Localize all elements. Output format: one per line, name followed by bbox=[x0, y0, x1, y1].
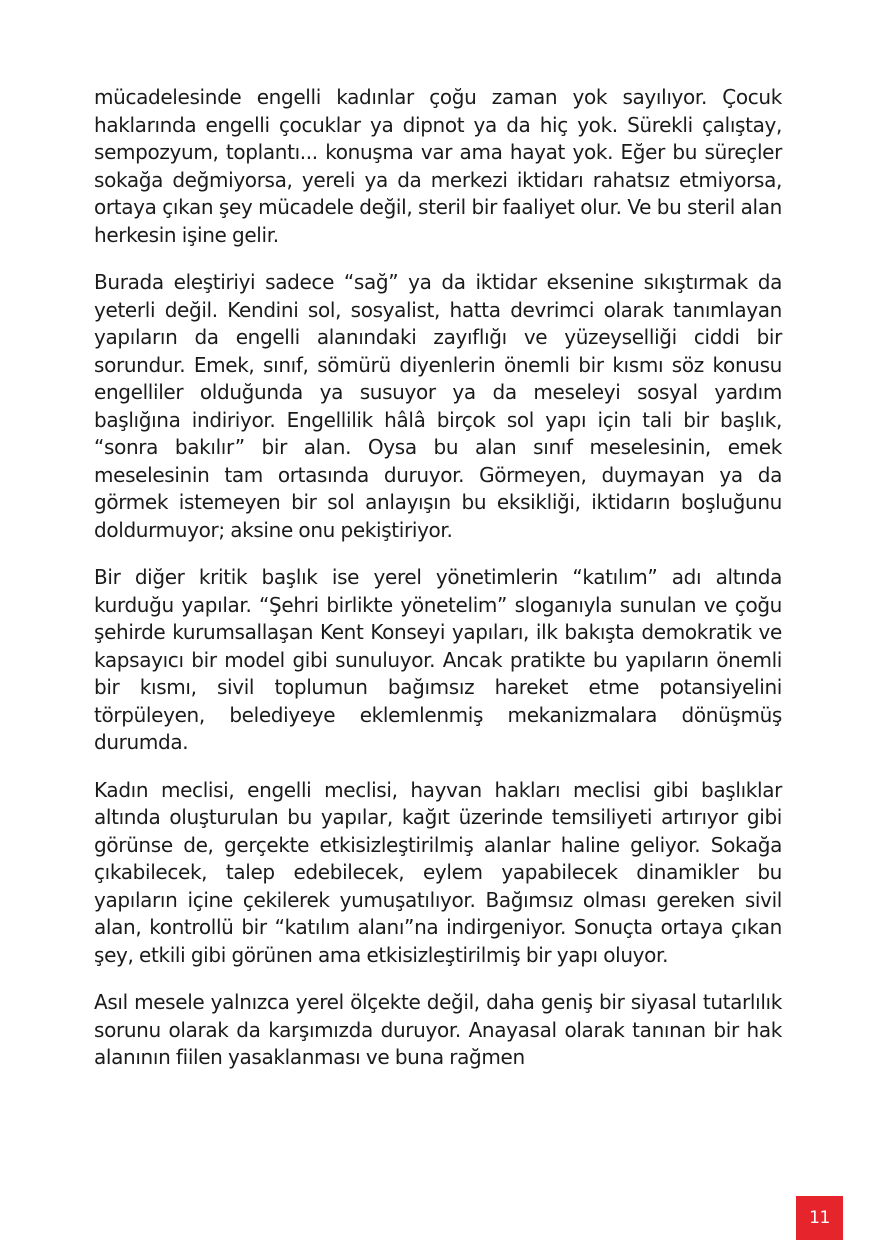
page-number-badge bbox=[796, 1196, 843, 1240]
paragraph: Burada eleştiriyi sadece “sağ” ya da iktidar eksenine sıkıştırmak da yeterli değil. Kendini sol, sosyalist, hatta devrimci olarak tanımlayan yapıların da engelli alanındaki zayıflığı ve yüzeyselliği ciddi bir sorundur. Emek, sınıf, sömürü diyenlerin önemli bir kısmı söz konusu engelliler olduğunda ya susuyor ya da meseleyi sosyal yardım başlığına indiriyor. Engellilik hâlâ birçok sol yapı için tali bir başlık, “sonra bakılır” bir alan. Oysa bu alan sınıf meselesinin, emek meselesinin tam ortasında duruyor. Görmeyen, duymayan ya da görmek istemeyen bir sol anlayışın bu eksikliği, iktidarın boşluğunu doldurmuyor; aksine onu pekiştiriyor. bbox=[94, 270, 782, 542]
paragraph: Asıl mesele yalnızca yerel ölçekte değil, daha geniş bir siyasal tutarlılık sorunu olarak da karşımızda duruyor. Anayasal olarak tanınan bir hak alanının fiilen yasaklanması ve buna rağmen bbox=[94, 990, 782, 1069]
page-body bbox=[94, 84, 782, 1092]
paragraph: Bir diğer kritik başlık ise yerel yönetimlerin “katılım” adı altında kurduğu yapılar. “Şehri birlikte yönetelim” sloganıyla sunulan ve çoğu şehirde kurumsallaşan Kent Konseyi yapıları, ilk bakışta demokratik ve kapsayıcı bir model gibi sunuluyor. Ancak pratikte bu yapıların önemli bir kısmı, sivil toplumun bağımsız hareket etme potansiyelini törpüleyen, belediyeye eklemlenmiş mekanizmalara dönüşmüş durumda. bbox=[94, 565, 782, 754]
paragraph: Kadın meclisi, engelli meclisi, hayvan hakları meclisi gibi başlıklar altında oluşturulan bu yapılar, kağıt üzerinde temsiliyeti artırıyor gibi görünse de, gerçekte etkisizleştirilmiş alanlar haline geliyor. Sokağa çıkabilecek, talep edebilecek, eylem yapabilecek dinamikler bu yapıların içine çekilerek yumuşatılıyor. Bağımsız olması gereken sivil alan, kontrollü bir “katılım alanı”na indirgeniyor. Sonuçta ortaya çıkan şey, etkili gibi görünen ama etkisizleştirilmiş bir yapı oluyor. bbox=[94, 777, 782, 967]
page-number: 11 bbox=[809, 1208, 830, 1228]
paragraph: mücadelesinde engelli kadınlar çoğu zaman yok sayılıyor. Çocuk haklarında engelli çocuklar ya dipnot ya da hiç yok. Sürekli çalıştay, sempozyum, toplantı... konuşma var ama hayat yok. Eğer bu süreçler sokağa değmiyorsa, yereli ya da merkezi iktidarı rahatsız etmiyorsa, ortaya çıkan şey mücadele değil, steril bir faaliyet olur. Ve bu steril alan herkesin işine gelir. bbox=[94, 85, 782, 247]
